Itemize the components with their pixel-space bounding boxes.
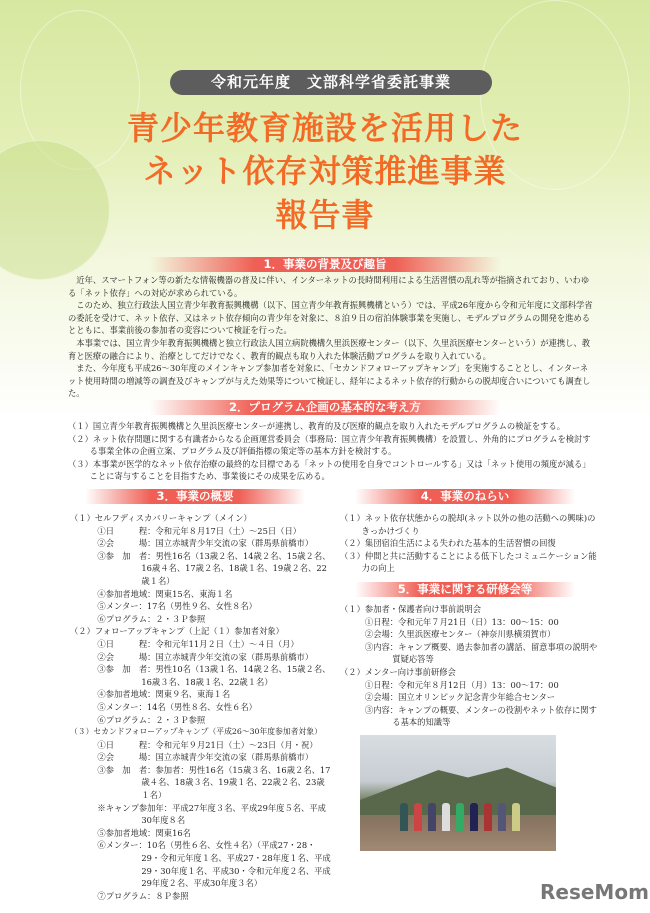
section-4-body	[340, 512, 598, 575]
list-item: （２）集団宿泊生活による失われた基本的生活習慣の回復	[340, 538, 556, 549]
section-2-heading: 2．プログラム企画の基本的な考え方	[150, 400, 500, 415]
person-figure	[442, 803, 450, 831]
seminar-detail: ①日程：令和元年８月12日（月）13：00～17：00	[364, 679, 559, 690]
camp-detail: ③参 加 者：男性10名（13歳１名、14歳２名、15歳２名、16歳３名、18歳１名、22歳１名）	[97, 664, 331, 687]
camp-detail: ④参加者地域：関東９名、東海１名	[97, 689, 231, 700]
person-figure	[414, 803, 422, 831]
person-figure	[512, 803, 520, 831]
paragraph: 本事業では、国立青少年教育振興機構と独立行政法人国立病院機構久里浜医療センター（以下、久里浜医療センターという）が連携し、教育と医療の融合により、治療としてだけでなく、教育的観点も取り入れた体験活動プログラムを取り入れている。	[68, 337, 591, 361]
report-title-line-3: 報告書	[275, 196, 375, 234]
seminar-detail: ③内容：キャンプ概要、過去参加者の講話、留意事項の説明や質疑応答等	[364, 641, 598, 665]
camp-title: （３）セカンドフォローアップキャンプ（平成26～30年度参加者対象）	[70, 727, 322, 737]
section-5-body	[340, 603, 598, 729]
paragraph: このため、独立行政法人国立青少年教育振興機構（以下、国立青少年教育振興機構という）では、平成26年度から令和元年度に文部科学省の委託を受けて、ネット依存、又はネット依存傾向の青少年を対象に、８泊９日の宿泊体験事業を実施し、モデルプログラムの開発を進めるとともに、事業前後の参加者の変容について検証を行った。	[68, 300, 593, 336]
paragraph: また、今年度も平成26～30年度のメインキャンプ参加者を対象に、「セカンドフォローアップキャンプ」を実施することとし、インターネット使用時間の増減等の調査及びキャンプが与えた効果等について検証し、経年によるネット依存的行動からの脱却度合いについても調査した。	[68, 363, 591, 399]
seminar-detail: ③内容：キャンプの概要、メンターの役割やネット依存に関する基本的知識等	[364, 704, 597, 728]
camp-detail: ③参 加 者：男性16名（13歳２名、14歳２名、15歳２名、16歳４名、17歳２名、18歳１名、19歳２名、22歳１名）	[97, 550, 331, 586]
person-figure	[400, 803, 408, 831]
list-item: （３）本事業が医学的なネット依存治療の最終的な目標である「ネットの使用を自身でコントロールする」又は「ネット使用の頻度が減る」ことに寄与することを目指すため、事業後にその成果を広める。	[68, 458, 591, 482]
person-figure	[484, 803, 492, 831]
camp-detail: ⑦プログラム：８Ｐ参照	[97, 890, 189, 901]
section-4-heading: 4．事業のねらい	[355, 489, 575, 504]
person-figure	[456, 803, 464, 831]
camp-detail: ⑥プログラム：２・３Ｐ参照	[97, 613, 206, 624]
report-title-line-2: ネット依存対策推進事業	[143, 152, 507, 190]
camp-detail: ⑥プログラム：２・３Ｐ参照	[97, 714, 206, 725]
group-photo-mountain	[360, 735, 556, 851]
camp-detail: ⑥メンター：10名（男性６名、女性４名）（平成27・28・29・令和元年度１名、平成27・28年度１名、平成29・30年度１名、平成30・令和元年度２名、平成29年度２名、平成30年度３名）	[97, 840, 331, 889]
sponsor-badge: 令和元年度 文部科学省委託事業	[170, 70, 492, 95]
camp-detail: ④参加者地域：関東15名、東海１名	[97, 588, 233, 599]
section-1-heading: 1．事業の背景及び趣旨	[150, 257, 500, 272]
camp-detail: ②会 場：国立赤城青少年交流の家（群馬県前橋市）	[97, 752, 314, 763]
camp-title: （２）フォローアップキャンプ（上記（１）参加者対象）	[70, 626, 284, 637]
camp-title: （１）セルフディスカバリーキャンプ（メイン）	[70, 513, 252, 523]
list-item: （１）国立青少年教育振興機構と久里浜医療センターが連携し、教育的及び医療的観点を取り入れたモデルプログラムの検証をする。	[68, 421, 565, 431]
section-3-body	[70, 512, 332, 902]
section-2-body	[68, 420, 596, 483]
camp-detail: ⑤メンター：17名（男性９名、女性８名）	[97, 601, 257, 612]
list-item: （３）仲間と共に活動することによる低下したコミュニケーション能力の向上	[340, 550, 597, 574]
camp-detail: ⑤参加者地域：関東16名	[97, 827, 191, 838]
camp-detail: ②会 場：国立赤城青少年交流の家（群馬県前橋市）	[97, 538, 314, 549]
list-item: （１）ネット依存状態からの脱却(ネット以外の他の活動への興味)のきっかけづくり	[340, 513, 596, 536]
person-figure	[470, 803, 478, 831]
camp-detail: ⑤メンター：14名（男性８名、女性６名）	[97, 701, 257, 712]
section-5-heading: 5．事業に関する研修会等	[355, 582, 575, 597]
camp-detail: ②会 場：国立赤城青少年交流の家（群馬県前橋市）	[97, 651, 314, 662]
camp-detail: ①日 程：令和元年９月21日（土）～23日（月・祝）	[97, 739, 318, 750]
camp-detail: ①日 程：令和元年11月２日（土）～４日（月）	[97, 638, 299, 649]
section-1-body	[68, 274, 596, 400]
camp-detail: ③参 加 者：参加者：男性16名（15歳３名、16歳２名、17歳４名、18歳３名、19歳１名、22歳２名、23歳１名）	[97, 764, 331, 801]
paragraph: 近年、スマートフォン等の新たな情報機器の普及に伴い、インターネットの長時間利用による生活習慣の乱れ等が指摘されており、いわゆる「ネット依存」への対応が求められている。	[68, 275, 590, 298]
resemom-logo: ReseMom	[540, 880, 649, 904]
person-figure	[498, 803, 506, 831]
seminar-detail: ①日程：令和元年７月21日（日）13：00～15：00	[364, 616, 559, 627]
section-3-heading: 3．事業の概要	[85, 489, 305, 504]
list-item: （２）ネット依存問題に関する有識者からなる企画運営委員会（事務局：国立青少年教育振興機構）を設置し、外角的にプログラムを検討する事業全体の企画立案、プログラム及び評価指標の策定等の基本方針を検討する。	[68, 433, 591, 457]
person-figure	[428, 803, 436, 831]
camp-detail: ※キャンプ参加年：平成27年度３名、平成29年度５名、平成30年度８名	[97, 802, 326, 826]
seminar-detail: ②会場：久里浜医療センター（神奈川県横須賀市）	[364, 629, 556, 640]
seminar-title: （２）メンター向け事前研修会	[340, 666, 456, 677]
report-title-line-1: 青少年教育施設を活用した	[126, 109, 523, 147]
camp-detail: ①日 程：令和元年８月17日（土）～25日（日）	[97, 525, 302, 536]
seminar-title: （１）参加者・保護者向け事前説明会	[340, 604, 482, 614]
seminar-detail: ②会場：国立オリンピック記念青少年総合センター	[364, 692, 556, 703]
